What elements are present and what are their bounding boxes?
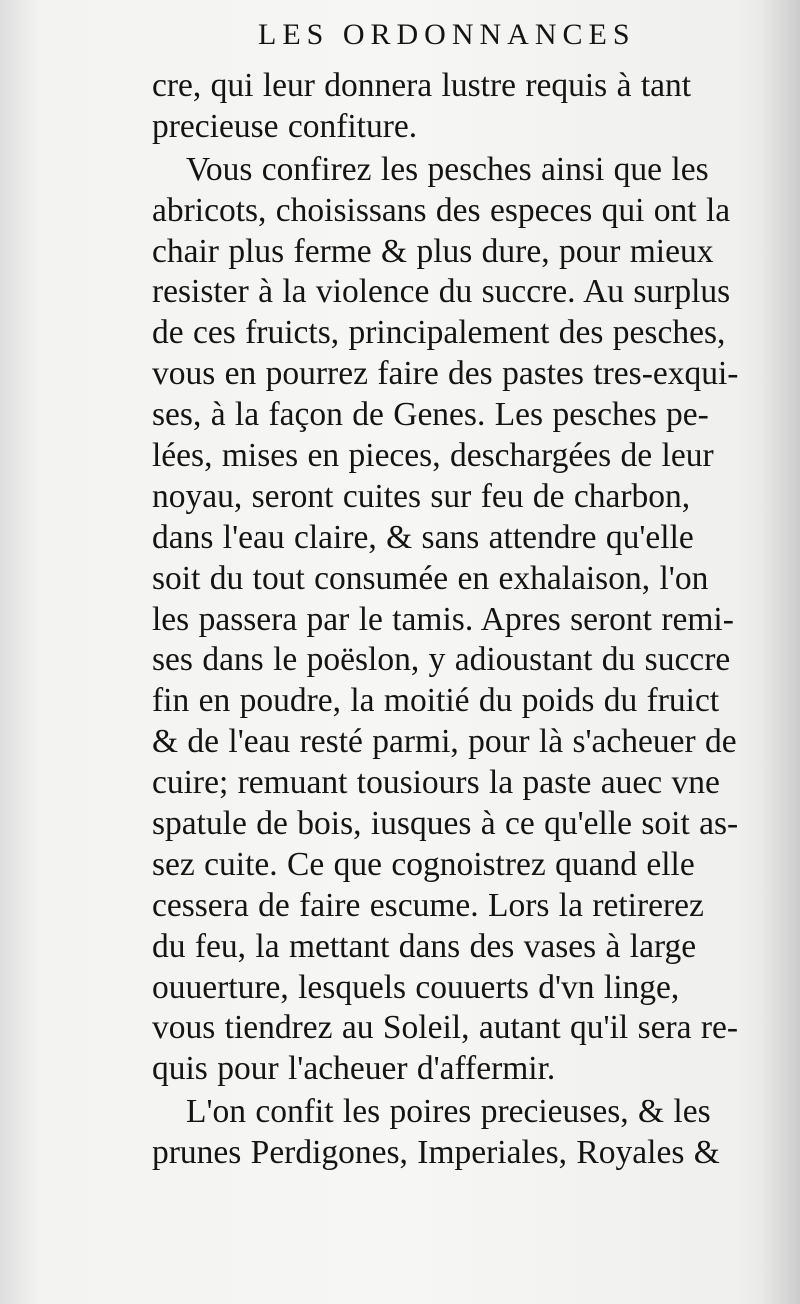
text-line: vous tiendrez au Soleil, autant qu'il sera re-	[152, 1009, 739, 1047]
text-line: cessera de faire escume. Lors la retirerez	[152, 886, 704, 924]
text-line: Vous confirez les pesches ainsi que les	[186, 150, 709, 188]
text-line: noyau, seront cuites sur feu de charbon,	[152, 477, 691, 515]
text-line: fin en poudre, la moitié du poids du fruict	[152, 682, 720, 720]
text-line: ses, à la façon de Genes. Les pesches pe-	[152, 396, 709, 434]
text-line: de ces fruicts, principalement des pesches,	[152, 314, 726, 352]
text-line: vous en pourrez faire des pastes tres-exqui-	[152, 355, 739, 393]
body-text	[152, 66, 772, 1174]
text-line: prunes Perdigones, Imperiales, Royales &	[152, 1134, 720, 1172]
text-line: ses dans le poëslon, y adioustant du succre	[152, 641, 731, 679]
text-line: precieuse confiture.	[152, 107, 418, 145]
text-line: chair plus ferme & plus dure, pour mieux	[152, 232, 714, 270]
text-line: les passera par le tamis. Apres seront remi-	[152, 600, 734, 638]
text-line: soit du tout consumée en exhalaison, l'on	[152, 559, 709, 597]
text-line: resister à la violence du succre. Au surplus	[152, 273, 731, 311]
text-line: cuire; remuant tousiours la paste auec vne	[152, 764, 720, 802]
text-line: abricots, choisissans des especes qui ont la	[152, 191, 731, 229]
text-line: cre, qui leur donnera lustre requis à tant	[152, 67, 692, 104]
text-line: L'on confit les poires precieuses, & les	[186, 1093, 711, 1131]
text-line: quis pour l'acheuer d'affermir.	[152, 1050, 556, 1088]
text-line: ouuerture, lesquels couuerts d'vn linge,	[152, 968, 680, 1006]
text-line: du feu, la mettant dans des vases à large	[152, 927, 697, 965]
text-line: dans l'eau claire, & sans attendre qu'elle	[152, 518, 694, 556]
text-line: & de l'eau resté parmi, pour là s'acheuer de	[152, 723, 737, 761]
text-line: spatule de bois, iusques à ce qu'elle soit as-	[152, 805, 739, 843]
text-line: sez cuite. Ce que cognoistrez quand elle	[152, 845, 695, 883]
running-head: LES ORDONNANCES	[258, 18, 636, 51]
text-line: lées, mises en pieces, deschargées de leur	[152, 437, 714, 475]
